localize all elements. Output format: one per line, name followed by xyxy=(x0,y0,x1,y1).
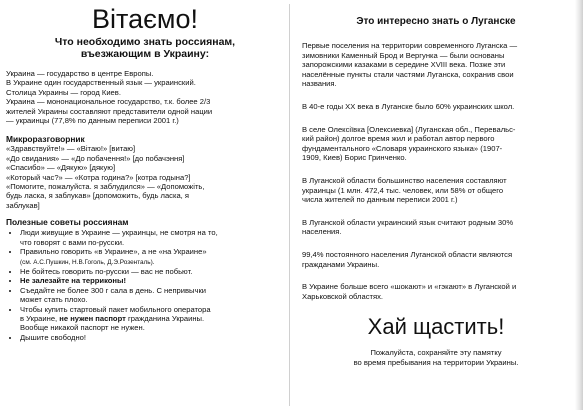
paragraph-grinchenko xyxy=(302,125,570,163)
phrasebook-block xyxy=(6,144,284,210)
paragraph-line: фундаментального «Словаря украинского языка» (1907- xyxy=(302,143,503,153)
paragraph-line: населения. xyxy=(302,227,342,237)
tip-text: Вообще никакой паспорт не нужен. xyxy=(20,323,145,333)
fact-line: Столица Украины — город Киев. xyxy=(6,87,121,97)
phrase-line: заблукав] xyxy=(6,200,40,210)
phrase-line: «Который час?» — «Котра година?» [котра годына?] xyxy=(6,172,191,182)
paragraph-schools xyxy=(302,102,570,112)
tips-title: Полезные советы россиянам xyxy=(6,217,129,228)
paragraph-line: украинцы (1 млн. 472,4 тыс. человек, или 58% от общего xyxy=(302,185,504,195)
paragraph-line: Харьковской областях. xyxy=(302,291,384,301)
paragraph-line: населённые пункты стали частями Луганска, сохранив свои xyxy=(302,69,514,79)
list-item xyxy=(20,305,284,333)
left-panel xyxy=(6,2,284,342)
paragraph-line: В селе Олексіївка [Олексиевка] (Луганская обл., Перевальс- xyxy=(302,124,516,134)
paragraph-line: В Украине больше всего «шокают» и «гэкают» в Луганской и xyxy=(302,282,517,292)
paragraph-line: названия. xyxy=(302,79,337,89)
tip-text: гражданина Украины. xyxy=(125,313,205,323)
paragraph-line: зимовники Каменный Брод и Вергунка — были основаны xyxy=(302,50,505,60)
phrase-line: «До свидания» — «До побачення!» [до побачэння] xyxy=(6,153,185,163)
fact-line: Украина — мононациональное государство, т.к. более 2/3 xyxy=(6,97,211,107)
tip-text: Не бойтесь говорить по-русски — вас не побьют. xyxy=(20,266,193,276)
paragraph-line: запорожскими казаками в середине XVIII века. Позже эти xyxy=(302,60,506,70)
paragraph-dialect xyxy=(302,282,570,301)
tip-text: что говорят с вами по-русски. xyxy=(20,237,125,247)
phrase-line: «Спасибо» — «Дякую» [дякую] xyxy=(6,163,116,173)
intro-heading xyxy=(6,36,284,60)
phrase-line: «Здравствуйте!» — «Вітаю!» [витаю] xyxy=(6,144,136,154)
paragraph-line: кий район) долгое время жил и работал автор первого xyxy=(302,134,495,144)
fact-line: В Украине один государственный язык — украинский. xyxy=(6,78,196,88)
facts-block xyxy=(6,69,284,125)
tip-text: Люди живущие в Украине — украинцы, не смотря на то, xyxy=(20,228,218,238)
list-item xyxy=(20,286,284,305)
paragraph-line: В Луганской области украинский язык считают родным 30% xyxy=(302,217,514,227)
footer-line: во время пребывания на территории Украины. xyxy=(353,357,519,367)
paragraph-citizenship xyxy=(302,250,570,269)
fact-line: Украина — государство в центре Европы. xyxy=(6,69,154,78)
right-panel xyxy=(302,2,570,367)
list-item xyxy=(20,228,284,247)
tip-text: Чтобы купить стартовый пакет мобильного оператора xyxy=(20,304,211,314)
tip-text: в Украине, xyxy=(20,313,60,323)
tip-text-bold: не нужен паспорт xyxy=(59,313,126,323)
list-item xyxy=(20,276,284,285)
paragraph-line: 99,4% постоянного населения Луганской области являются xyxy=(302,249,513,259)
phrasebook-title: Микроразговорник xyxy=(6,134,85,145)
tip-text: Правильно говорить «в Украине», а не «на Украине» xyxy=(20,247,207,257)
paragraph-population xyxy=(302,176,570,205)
tip-citation: (см. А.С.Пушкин, Н.В.Гоголь, Д.Э.Розенталь). xyxy=(20,258,155,266)
fact-line: — украинцы (77,8% по данным переписи 2001 г.) xyxy=(6,116,179,126)
luhansk-title: Это интересно знать о Луганске xyxy=(356,16,516,27)
closing-title: Хай щастить! xyxy=(367,314,505,340)
tip-text: Дышите свободно! xyxy=(20,332,86,342)
fold-line xyxy=(289,4,290,406)
paragraph-history xyxy=(302,41,570,89)
footer-note xyxy=(302,348,570,367)
list-item xyxy=(20,333,284,342)
paragraph-line: гражданами Украины. xyxy=(302,259,380,269)
paragraph-line: Первые поселения на территории современного Луганска — xyxy=(302,41,518,50)
tip-text-bold: Не залезайте на терриконы! xyxy=(20,276,127,286)
fact-line: жителей Украины составляют представители одной нации xyxy=(6,106,213,116)
tip-text: может стать плохо. xyxy=(20,295,88,305)
phrase-line: «Помогите, пожалуйста. я заблудился» — «Допоможіть, xyxy=(6,182,205,192)
footer-line: Пожалуйста, сохраняйте эту памятку xyxy=(370,348,502,358)
tip-text: Съедайте не более 300 г сала в день. С непривычки xyxy=(20,285,207,295)
page-edge-shadow xyxy=(575,0,583,410)
intro-heading-line-1: Что необходимо знать россиянам, xyxy=(54,36,236,48)
tips-list xyxy=(6,228,284,342)
paragraph-line: числа жителей по данным переписи 2001 г.) xyxy=(302,195,458,205)
paragraph-language xyxy=(302,218,570,237)
paragraph-line: В 40-е годы XX века в Луганске было 60% украинских школ. xyxy=(302,101,515,111)
phrase-line: будь ласка, я заблукав» [допоможить, будь ласка, я xyxy=(6,191,190,201)
list-item xyxy=(20,247,284,267)
intro-heading-line-2: въезжающим в Украину: xyxy=(80,48,210,60)
paragraph-line: В Луганской области большинство населения составляют xyxy=(302,175,507,185)
welcome-title: Вітаємо! xyxy=(92,4,198,34)
list-item xyxy=(20,267,284,276)
paragraph-line: 1909, Киев) Борис Гринченко. xyxy=(302,153,407,163)
